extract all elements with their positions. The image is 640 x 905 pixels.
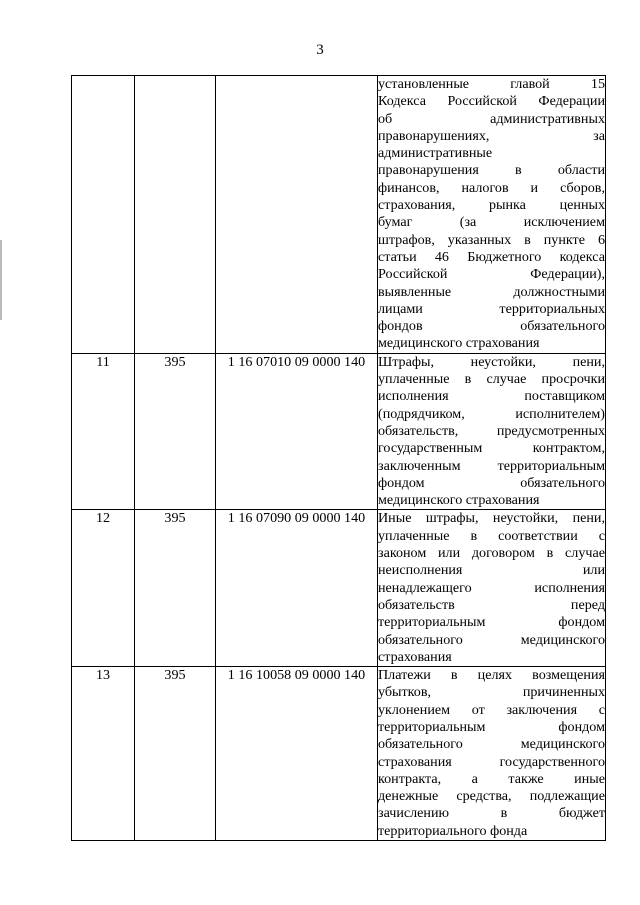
revenue-name-line: финансов, налогов и сборов, bbox=[378, 179, 605, 196]
revenue-name-line: страхования bbox=[378, 648, 452, 665]
row-number-cell: 13 bbox=[72, 667, 135, 841]
row-number-cell: 11 bbox=[72, 353, 135, 510]
budget-classification-code-cell bbox=[216, 76, 378, 354]
revenue-name-line: лицами территориальных bbox=[378, 300, 605, 317]
revenue-name-line: обязательного медицинского bbox=[378, 631, 605, 648]
revenue-name-line: Платежи в целях возмещения bbox=[378, 667, 605, 684]
revenue-name-cell bbox=[378, 667, 606, 841]
revenue-name-line: установленные главой 15 bbox=[378, 76, 605, 92]
table-row bbox=[72, 76, 606, 354]
revenue-name-cell bbox=[378, 353, 606, 510]
revenue-name-line: неисполнения или bbox=[378, 562, 605, 579]
revenue-name-line: Штрафы, неустойки, пени, bbox=[378, 353, 605, 370]
table-body bbox=[72, 76, 606, 841]
budget-classification-code-cell: 1 16 07090 09 0000 140 bbox=[216, 510, 378, 667]
revenue-name-line: исполнения поставщиком bbox=[378, 388, 605, 405]
table-row bbox=[72, 667, 606, 841]
revenue-name-line: Иные штрафы, неустойки, пени, bbox=[378, 510, 605, 527]
revenue-name-line: страхования, рынка ценных bbox=[378, 197, 605, 214]
revenue-name-line: обязательств перед bbox=[378, 596, 605, 613]
budget-revenue-table bbox=[71, 75, 606, 841]
revenue-name-line: уплаченные в случае просрочки bbox=[378, 371, 605, 388]
budget-classification-code-cell: 1 16 07010 09 0000 140 bbox=[216, 353, 378, 510]
revenue-name-line: территориальным фондом bbox=[378, 718, 605, 735]
revenue-name-line: Российской Федерации), bbox=[378, 266, 605, 283]
admin-code-cell: 395 bbox=[135, 667, 216, 841]
admin-code-cell bbox=[135, 76, 216, 354]
row-number-cell bbox=[72, 76, 135, 354]
revenue-name-line: правонарушениях, за bbox=[378, 127, 605, 144]
revenue-name-line: обязательного медицинского bbox=[378, 736, 605, 753]
revenue-name-line: уплаченные в соответствии с bbox=[378, 527, 605, 544]
revenue-name-line: выявленные должностными bbox=[378, 283, 605, 300]
table-row bbox=[72, 510, 606, 667]
row-number-cell: 12 bbox=[72, 510, 135, 667]
revenue-name-line: территориальным фондом bbox=[378, 614, 605, 631]
scan-margin-mark bbox=[0, 240, 2, 320]
revenue-name-line: административные bbox=[378, 145, 493, 162]
admin-code-cell: 395 bbox=[135, 353, 216, 510]
revenue-name-line: медицинского страхования bbox=[378, 492, 540, 509]
table-row bbox=[72, 353, 606, 510]
revenue-name-line: медицинского страхования bbox=[378, 335, 540, 352]
revenue-name-line: денежные средства, подлежащие bbox=[378, 788, 605, 805]
revenue-name-line: фондом обязательного bbox=[378, 474, 605, 491]
revenue-name-line: бумаг (за исключением bbox=[378, 214, 605, 231]
revenue-name-line: страхования государственного bbox=[378, 753, 605, 770]
revenue-name-line: законом или договором в случае bbox=[378, 545, 605, 562]
revenue-name-cell bbox=[378, 76, 606, 354]
revenue-name-line: Кодекса Российской Федерации bbox=[378, 93, 605, 110]
revenue-name-line: ненадлежащего исполнения bbox=[378, 579, 605, 596]
revenue-name-line: зачислению в бюджет bbox=[378, 805, 605, 822]
budget-classification-code-cell: 1 16 10058 09 0000 140 bbox=[216, 667, 378, 841]
revenue-name-line: статьи 46 Бюджетного кодекса bbox=[378, 248, 605, 265]
revenue-name-line: обязательств, предусмотренных bbox=[378, 422, 605, 439]
revenue-name-line: убытков, причиненных bbox=[378, 684, 605, 701]
revenue-name-cell bbox=[378, 510, 606, 667]
revenue-name-line: фондов обязательного bbox=[378, 318, 605, 335]
revenue-name-line: штрафов, указанных в пункте 6 bbox=[378, 231, 605, 248]
revenue-name-line: государственным контрактом, bbox=[378, 440, 605, 457]
admin-code-cell: 395 bbox=[135, 510, 216, 667]
revenue-name-line: контракта, а также иные bbox=[378, 770, 605, 787]
revenue-name-line: об административных bbox=[378, 110, 605, 127]
revenue-name-line: территориального фонда bbox=[378, 822, 528, 839]
revenue-name-line: правонарушения в области bbox=[378, 162, 605, 179]
page-number: 3 bbox=[316, 42, 324, 58]
revenue-name-line: уклонением от заключения с bbox=[378, 701, 605, 718]
revenue-name-line: заключенным территориальным bbox=[378, 457, 605, 474]
revenue-name-line: (подрядчиком, исполнителем) bbox=[378, 405, 605, 422]
